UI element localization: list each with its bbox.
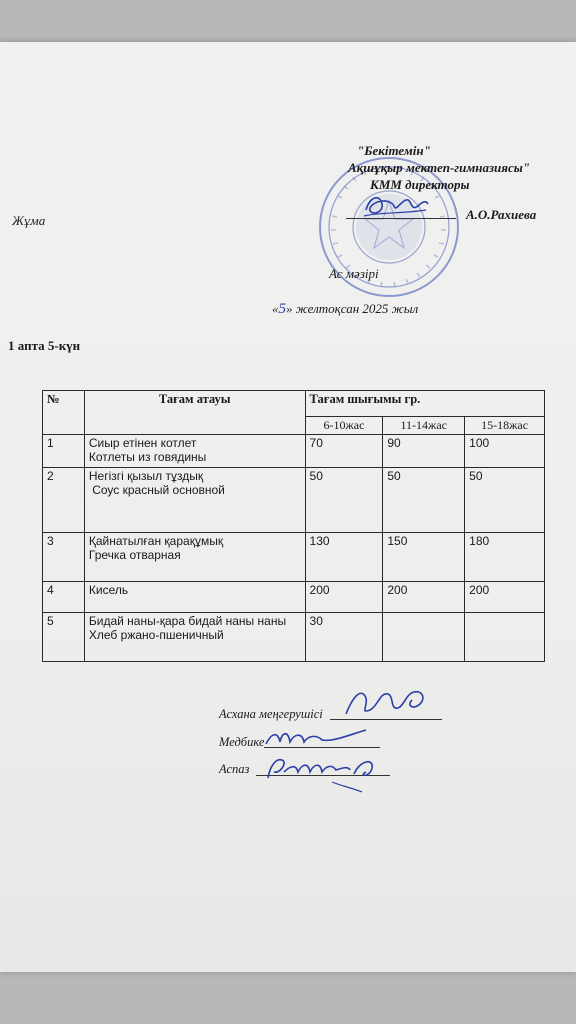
menu-table (42, 390, 545, 662)
col-header-output: Тағам шығымы гр. (305, 391, 544, 417)
portion-11-14 (383, 613, 465, 662)
portion-11-14: 90 (383, 435, 465, 468)
row-no: 5 (43, 613, 85, 662)
portion-11-14: 150 (383, 533, 465, 582)
cook-signature (262, 748, 390, 796)
table-header-row (43, 391, 545, 417)
table-row (43, 435, 545, 468)
dish-kz: Бидай наны-қара бидай наны наны (88, 614, 287, 628)
col-header-no: № (43, 391, 85, 435)
approval-line-1: "Бекітемін" (357, 143, 431, 158)
age-15-18: 15-18жас (465, 417, 545, 435)
dish-name (84, 582, 305, 613)
portion-15-18: 200 (465, 582, 545, 613)
portion-11-14: 50 (383, 468, 465, 533)
portion-6-10: 130 (305, 533, 383, 582)
portion-15-18 (465, 613, 545, 662)
dish-ru: Хлеб ржано-пшеничный (88, 628, 224, 642)
table-row (43, 613, 545, 662)
dish-kz: Сиыр етінен котлет (88, 436, 197, 450)
table-row (43, 582, 545, 613)
canteen-head-signature (340, 684, 432, 724)
table-row (43, 468, 545, 533)
portion-11-14: 200 (383, 582, 465, 613)
director-name: А.О.Рахиева (466, 207, 537, 222)
age-6-10: 6-10жас (305, 417, 383, 435)
dish-kz: Негізгі қызыл тұздық (88, 469, 204, 483)
dish-ru: Соус красный основной (88, 483, 225, 497)
label-canteen-head: Асхана меңгерушісі (219, 707, 323, 721)
day-label: Жұма (12, 213, 46, 228)
dish-ru: Гречка отварная (88, 548, 181, 562)
row-no: 1 (43, 435, 85, 468)
dish-kz: Кисель (88, 583, 129, 597)
portion-6-10: 70 (305, 435, 383, 468)
dish-kz: Қайнатылған қарақұмық (88, 534, 224, 548)
date-open: « (272, 301, 279, 316)
portion-6-10: 200 (305, 582, 383, 613)
row-no: 3 (43, 533, 85, 582)
director-signature (360, 190, 430, 222)
portion-15-18: 50 (465, 468, 545, 533)
dish-name (84, 613, 305, 662)
dish-name (84, 468, 305, 533)
label-cook: Аспаз (219, 762, 250, 776)
portion-15-18: 180 (465, 533, 545, 582)
dish-ru: Котлеты из говядины (88, 450, 207, 464)
menu-title: Ас мәзірі (329, 266, 379, 281)
date-rest: » желтоқсан 2025 жыл (286, 301, 419, 316)
dish-name (84, 533, 305, 582)
table-row (43, 533, 545, 582)
approval-line-3: КММ директоры (370, 177, 470, 192)
label-nurse: Медбике (219, 735, 265, 749)
portion-6-10: 30 (305, 613, 383, 662)
week-day: 1 апта 5-күн (8, 338, 81, 353)
dish-name (84, 435, 305, 468)
row-no: 4 (43, 582, 85, 613)
menu-date (272, 301, 418, 318)
row-no: 2 (43, 468, 85, 533)
approval-line-2: Ақшұқыр мектеп-гимназиясы" (348, 160, 530, 175)
portion-6-10: 50 (305, 468, 383, 533)
col-header-name: Тағам атауы (84, 391, 305, 435)
date-day: 5 (278, 301, 286, 317)
age-11-14: 11-14жас (383, 417, 465, 435)
portion-15-18: 100 (465, 435, 545, 468)
